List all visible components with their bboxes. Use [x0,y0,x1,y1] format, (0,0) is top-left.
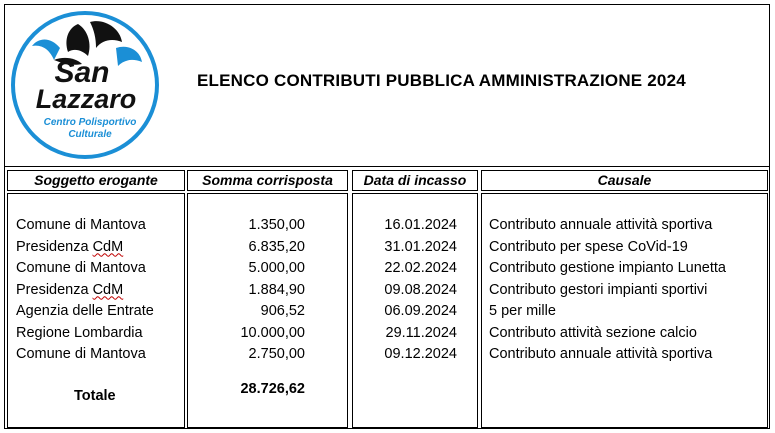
table-cell-somma: 2.750,00 [248,346,305,362]
table-cell-somma: 1.884,90 [248,281,305,298]
table-cell-data: 06.09.2024 [384,303,457,319]
table-cell-somma: 906,52 [260,303,305,319]
table-cell-soggetto: Comune di Mantova [16,260,146,276]
table-cell-causale: Contributo annuale attività sportiva [489,217,713,233]
spellcheck-underline: CdM [92,281,124,298]
total-value: 28.726,62 [240,381,305,397]
table-cell-causale: Contributo annuale attività sportiva [489,346,713,362]
table-cell-data: 09.08.2024 [384,281,457,298]
header-data-incasso: Data di incasso [352,170,478,191]
causale-column [489,215,726,366]
svg-text:Centro Polisportivo: Centro Polisportivo [43,117,137,128]
table-cell-somma: 6.835,20 [248,238,305,255]
data-column [352,215,457,366]
table-cell-soggetto: Presidenza CdM [16,238,124,255]
table-cell-somma: 10.000,00 [240,324,305,341]
table-cell-data: 29.11.2024 [385,324,457,341]
table-cell-data: 31.01.2024 [384,238,457,255]
table-cell-soggetto: Presidenza CdM [16,281,124,298]
table-cell-causale: Contributo per spese CoVid-19 [489,238,688,255]
soggetto-column [16,215,154,366]
table-cell-soggetto: Comune di Mantova [16,217,146,233]
somma-column [187,215,305,366]
table-cell-data: 09.12.2024 [384,346,457,362]
header-causale: Causale [481,170,768,191]
total-label: Totale [74,388,116,404]
table-cell-causale: Contributo attività sezione calcio [489,324,697,341]
svg-text:Culturale: Culturale [68,129,112,140]
header-somma-corrisposta: Somma corrisposta [187,170,348,191]
spellcheck-underline: CdM [92,238,124,255]
table-cell-data: 16.01.2024 [384,217,457,233]
table-cell-soggetto: Comune di Mantova [16,346,146,362]
svg-text:Lazzaro: Lazzaro [35,84,137,114]
table-cell-data: 22.02.2024 [384,260,457,276]
table-cell-causale: 5 per mille [489,303,556,319]
table-cell-causale: Contributo gestione impianto Lunetta [489,260,726,276]
table-cell-somma: 5.000,00 [248,260,305,276]
table-cell-causale: Contributo gestori impianti sportivi [489,281,708,298]
table-cell-soggetto: Regione Lombardia [16,324,143,341]
table-cell-soggetto: Agenzia delle Entrate [16,303,154,319]
header-soggetto-erogante: Soggetto erogante [7,170,185,191]
svg-text:San: San [54,56,110,89]
document-title: ELENCO CONTRIBUTI PUBBLICA AMMINISTRAZIONE 2024 [197,71,686,90]
table-cell-somma: 1.350,00 [248,217,305,233]
san-lazzaro-logo [8,8,163,163]
